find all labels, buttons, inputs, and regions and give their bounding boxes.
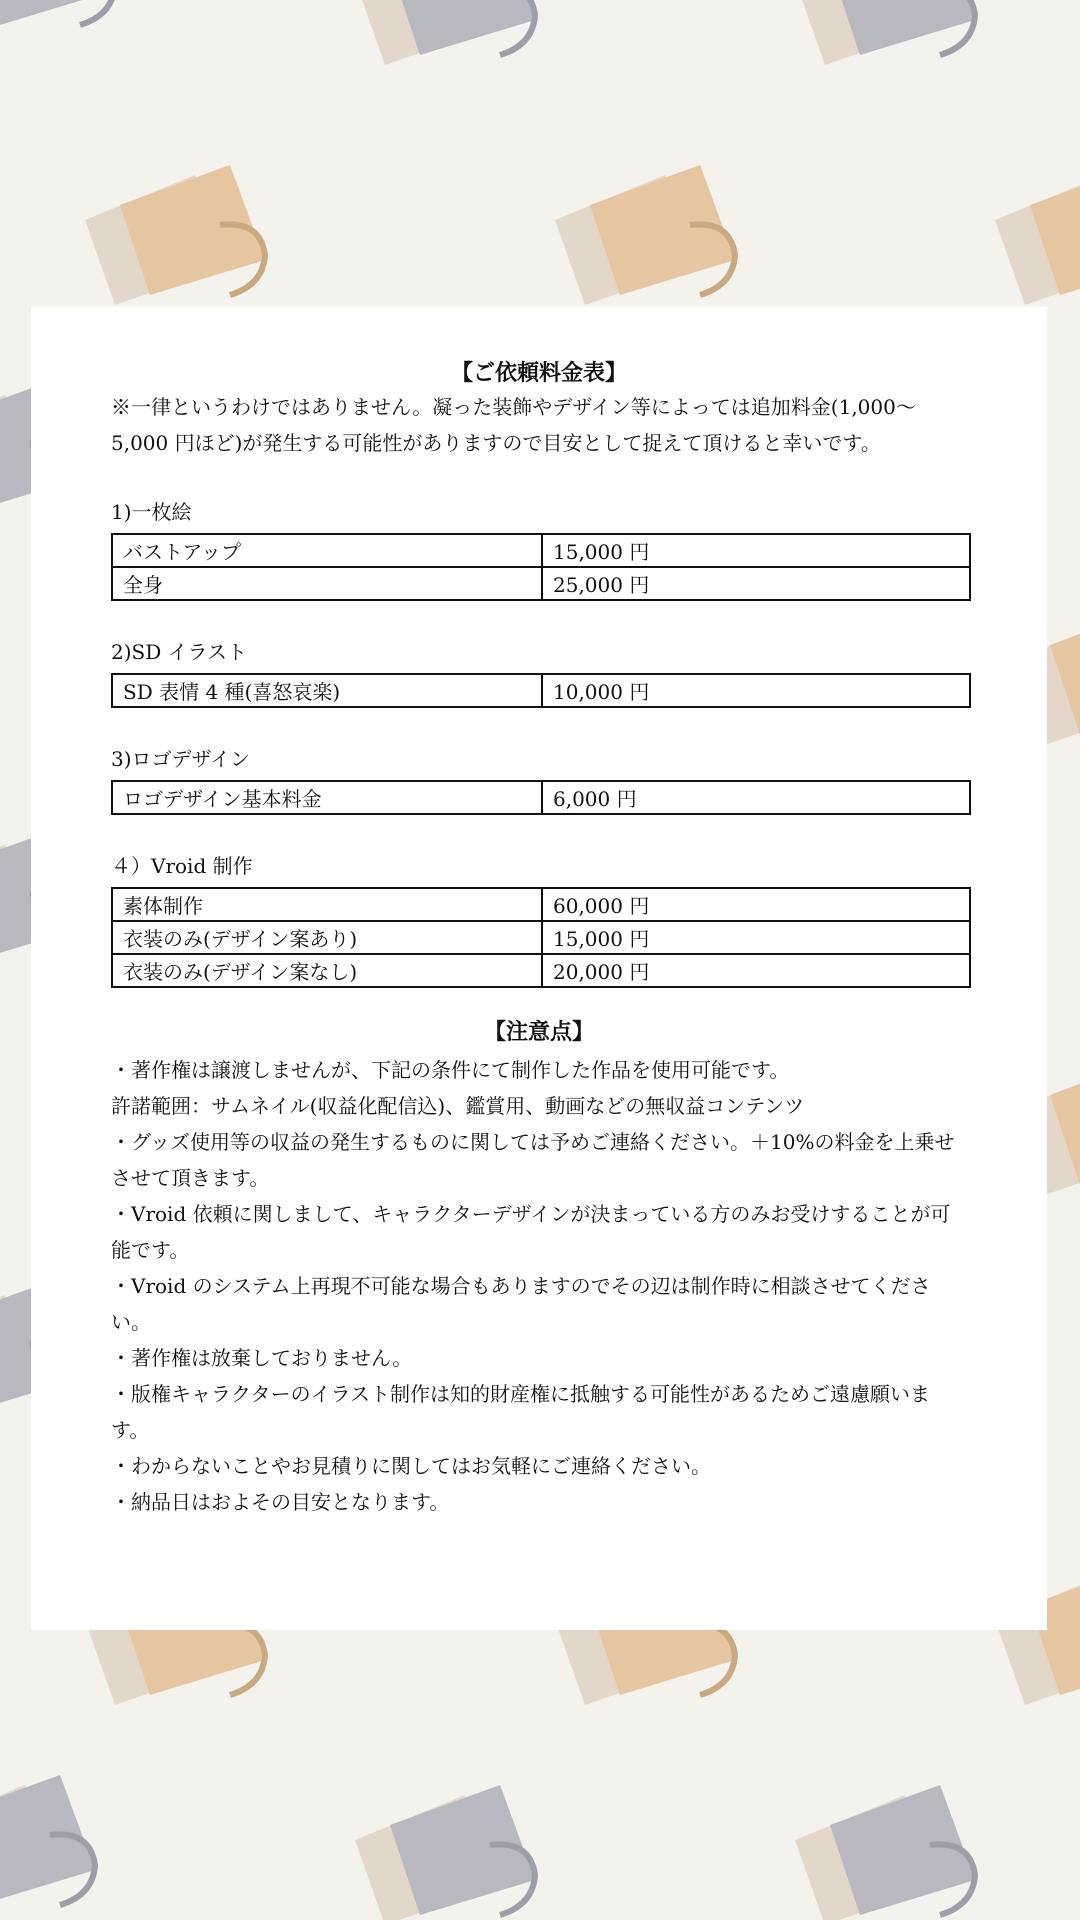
price-list-card xyxy=(31,307,1047,1630)
item-price: 25,000 円 xyxy=(542,567,970,600)
table-row xyxy=(112,921,970,954)
shopping-bag-icon xyxy=(995,165,1080,305)
table-row xyxy=(112,674,970,707)
table-row xyxy=(112,781,970,814)
table-row xyxy=(112,888,970,921)
item-price: 15,000 円 xyxy=(542,921,970,954)
notes-title: 【注意点】 xyxy=(483,1019,594,1045)
fee-table-title: 【ご依頼料金表】 xyxy=(450,360,627,386)
shopping-bag-icon xyxy=(795,1785,975,1920)
item-name: SD 表情 4 種(喜怒哀楽) xyxy=(112,674,542,707)
shopping-bag-icon xyxy=(355,0,535,65)
notes-list xyxy=(111,1052,967,1520)
shopping-bag-icon xyxy=(0,1775,95,1915)
table-row xyxy=(112,567,970,600)
shopping-bag-icon xyxy=(555,165,735,305)
item-name: 全身 xyxy=(112,567,542,600)
item-name: 衣装のみ(デザイン案なし) xyxy=(112,954,542,987)
item-name: ロゴデザイン基本料金 xyxy=(112,781,542,814)
item-price: 20,000 円 xyxy=(542,954,970,987)
list-item: ・わからないことやお見積りに関してはお気軽にご連絡ください。 xyxy=(111,1454,711,1478)
item-price: 10,000 円 xyxy=(542,674,970,707)
price-table-illustration xyxy=(111,533,971,601)
shopping-bag-icon xyxy=(0,0,115,35)
item-price: 60,000 円 xyxy=(542,888,970,921)
list-item: ・グッズ使用等の収益の発生するものに関しては予めご連絡ください。＋10%の料金を上乗せさせて頂きます。 xyxy=(111,1130,955,1190)
list-item: ・Vroid 依頼に関しまして、キャラクターデザインが決まっている方のみお受けすることが可能です。 xyxy=(111,1202,951,1262)
item-name: 衣装のみ(デザイン案あり) xyxy=(112,921,542,954)
list-item: 許諾範囲：サムネイル(収益化配信込)、鑑賞用、動画などの無収益コンテンツ xyxy=(111,1094,805,1118)
table-row xyxy=(112,534,970,567)
section-title-vroid: ４）Vroid 制作 xyxy=(111,854,253,878)
price-table-logo xyxy=(111,780,971,815)
shopping-bag-icon xyxy=(85,165,265,305)
section-title-illustration: 1)一枚絵 xyxy=(111,500,192,524)
list-item: ・著作権は放棄しておりません。 xyxy=(111,1346,413,1370)
price-table-vroid xyxy=(111,887,971,988)
list-item: ・版権キャラクターのイラスト制作は知的財産権に抵触する可能性があるためご遠慮願います。 xyxy=(111,1382,930,1442)
fee-note: ※一律というわけではありません。凝った装飾やデザイン等によっては追加料金(1,000〜5,000 円ほど)が発生する可能性がありますので目安として捉えて頂けると幸いです。 xyxy=(111,395,916,455)
shopping-bag-icon xyxy=(795,0,975,65)
item-name: 素体制作 xyxy=(112,888,542,921)
list-item: ・著作権は譲渡しませんが、下記の条件にて制作した作品を使用可能です。 xyxy=(111,1058,790,1082)
table-row xyxy=(112,954,970,987)
section-title-sd: 2)SD イラスト xyxy=(111,640,248,664)
price-table-sd xyxy=(111,673,971,708)
list-item: ・納品日はおよその目安となります。 xyxy=(111,1490,450,1514)
item-price: 15,000 円 xyxy=(542,534,970,567)
item-name: バストアップ xyxy=(112,534,542,567)
section-title-logo: 3)ロゴデザイン xyxy=(111,747,251,771)
shopping-bag-icon xyxy=(355,1785,535,1920)
list-item: ・Vroid のシステム上再現不可能な場合もありますのでその辺は制作時に相談させてください。 xyxy=(111,1274,931,1334)
item-price: 6,000 円 xyxy=(542,781,970,814)
